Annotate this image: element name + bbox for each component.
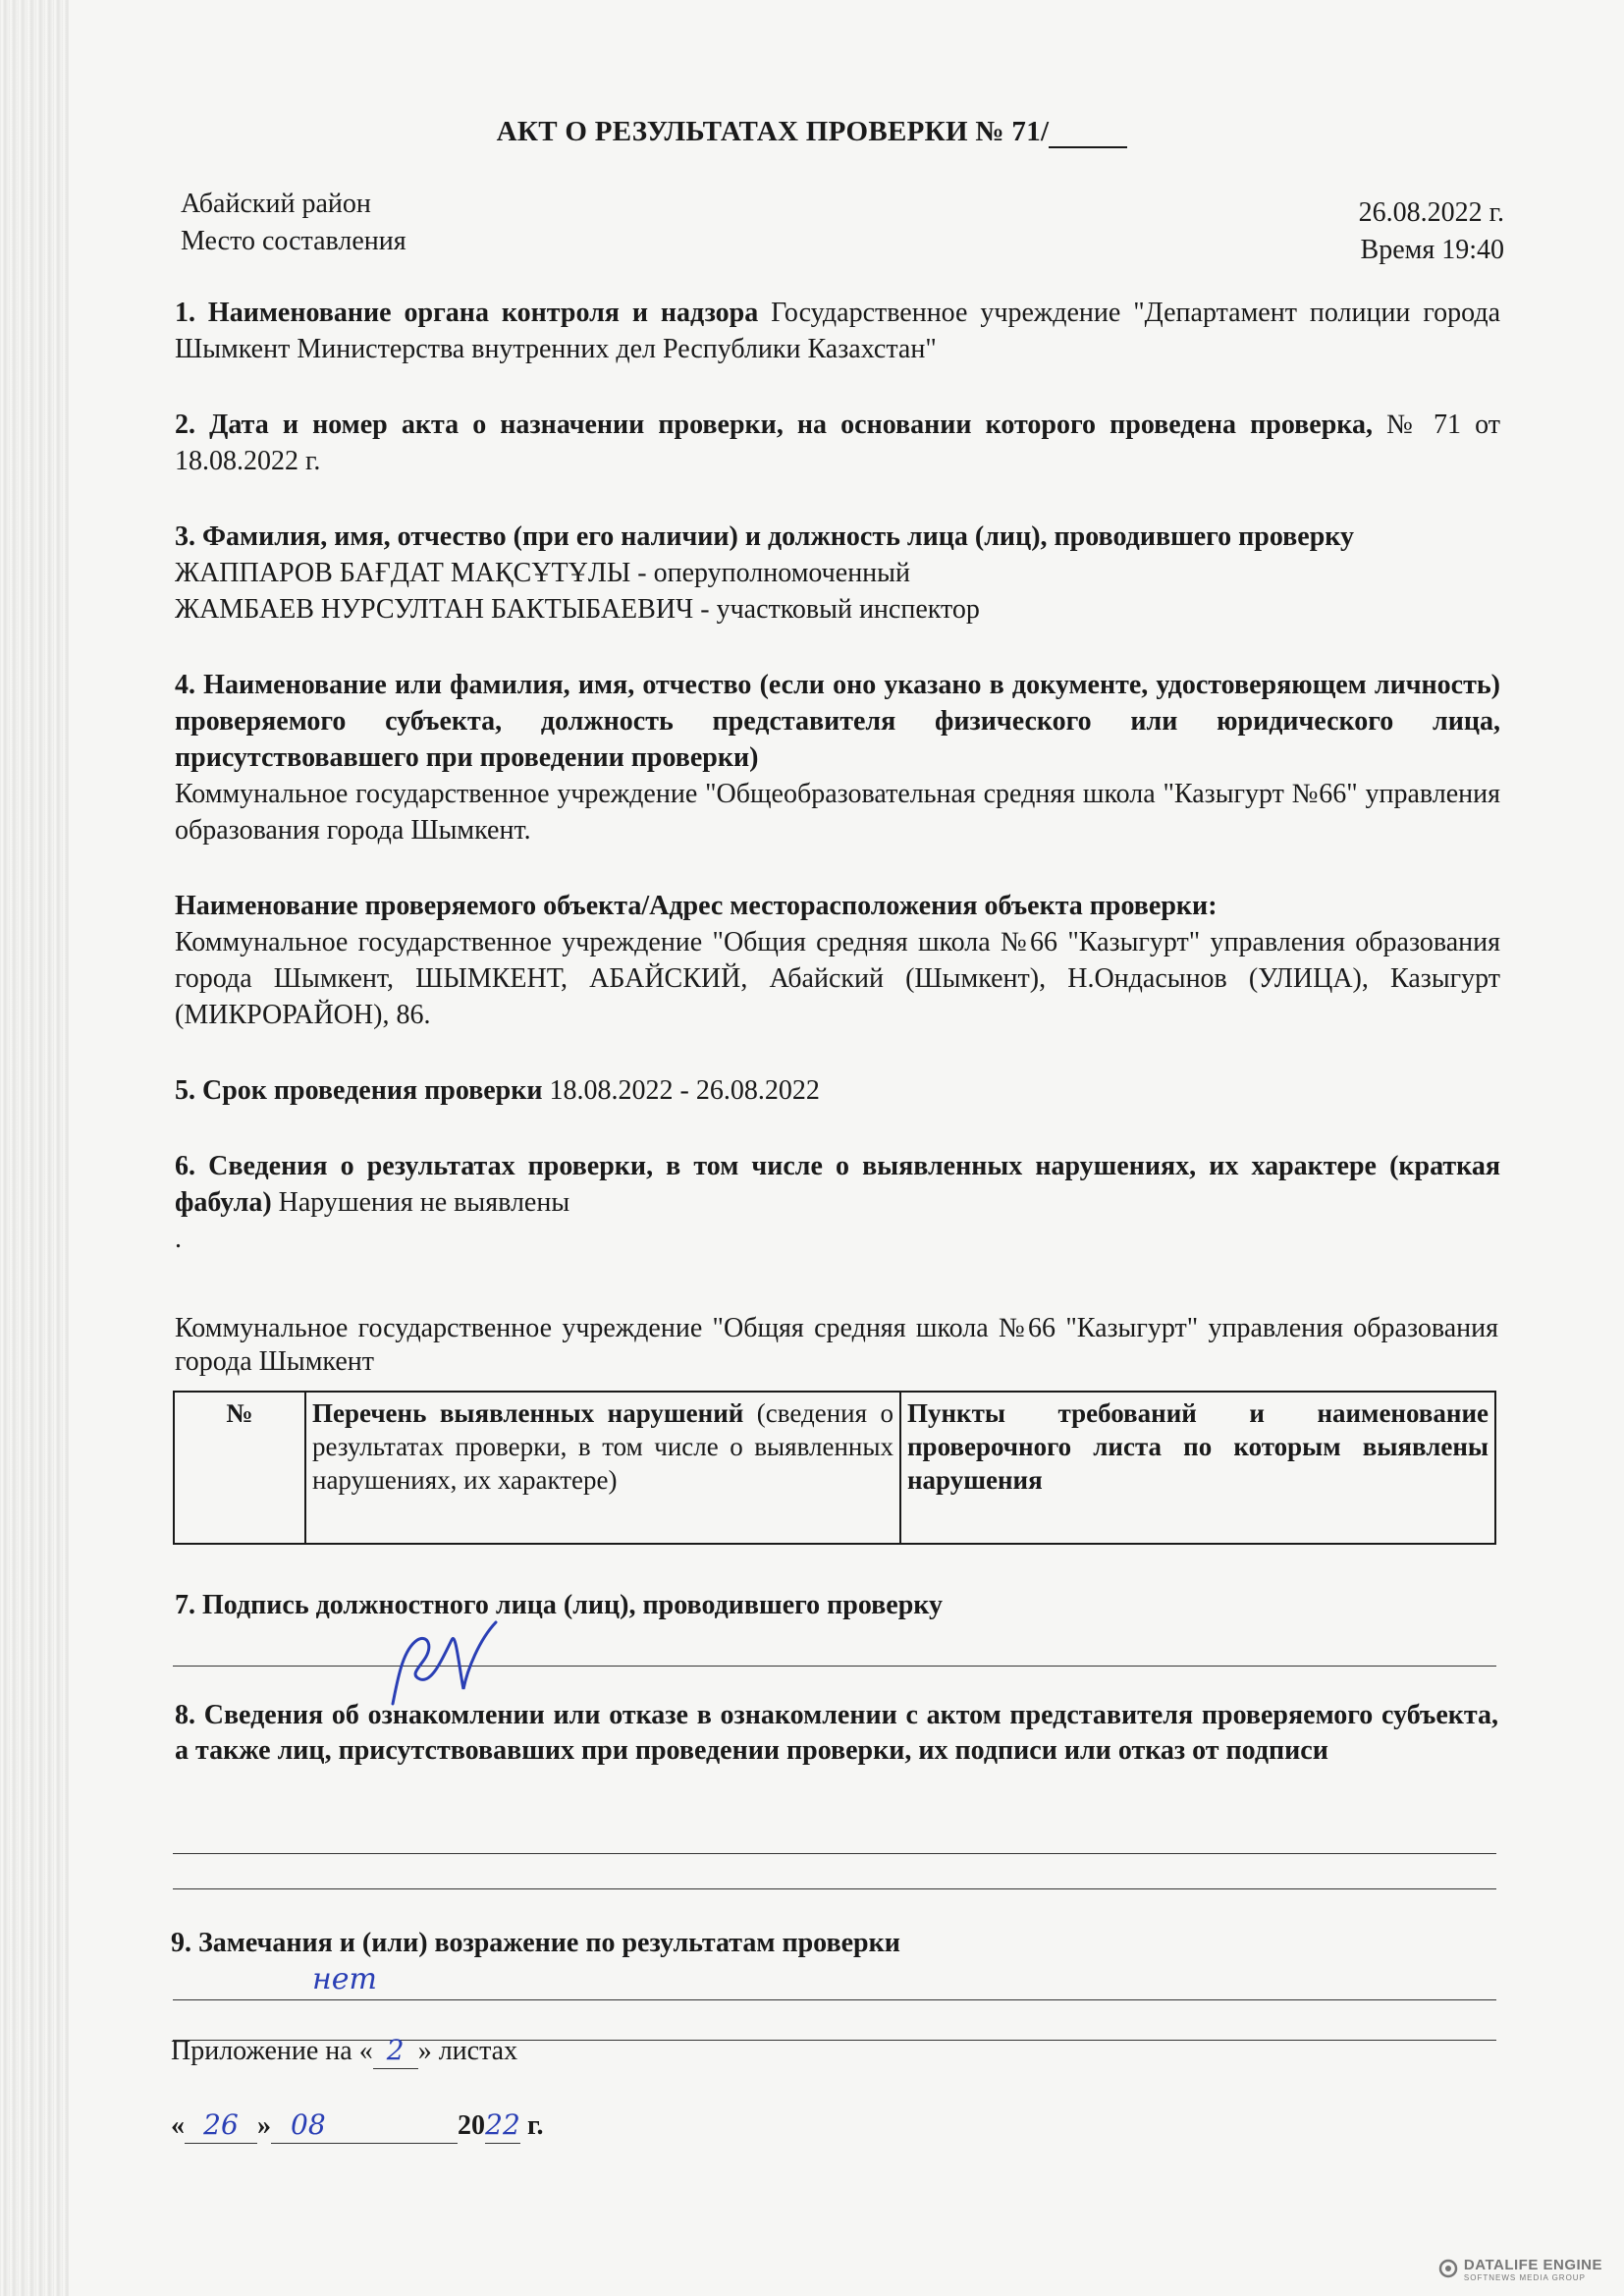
footer-date [171, 2107, 544, 2144]
watermark-name: DATALIFE ENGINE [1463, 2257, 1602, 2273]
section-1 [175, 295, 1500, 367]
remarks-line-1 [173, 1999, 1496, 2000]
col-violations-note: (сведения о результатах проверки, в том числе о выявленных нарушениях, их характере) [312, 1398, 894, 1495]
col-number: № [174, 1392, 305, 1544]
attachment-suffix: » листах [417, 2036, 518, 2066]
inspector-2: ЖАМБАЕВ НУРСУЛТАН БАКТЫБАЕВИЧ - участковый инспектор [175, 594, 980, 625]
section-9-label: 9. Замечания и (или) возражение по результатам проверки [171, 1928, 900, 1958]
section-4-value: Коммунальное государственное учреждение "Общеобразовательная средняя школа "Казыгурт №66" управления образования города Шымкент. [175, 779, 1500, 846]
title-text: АКТ О РЕЗУЛЬТАТАХ ПРОВЕРКИ № [496, 116, 1004, 147]
section-3 [175, 519, 1500, 628]
signature-line-8b [173, 1888, 1496, 1889]
section-6-value: Нарушения не выявлены [278, 1187, 570, 1218]
act-number: 71/ [1011, 116, 1050, 147]
scan-edge-artifact [0, 0, 69, 2296]
place-block [181, 186, 406, 260]
object-label: Наименование проверяемого объекта/Адрес месторасположения объекта проверки: [175, 891, 1218, 921]
object-value: Коммунальное государственное учреждение "Общия средняя школа №66 "Казыгурт" управления образования города Шымкент, ШЫМКЕНТ, АБАЙСКИЙ, Абайский (Шымкент), Н.Ондасынов (УЛИЦА), Казыгурт (МИКРОРАЙОН), 86. [175, 927, 1500, 1030]
signature-line-8a [173, 1853, 1496, 1854]
attachment-count: 2 [373, 2033, 418, 2069]
object-section [175, 888, 1500, 1033]
section-2-label: 2. Дата и номер акта о назначении проверки, на основании которого проведена проверка, [175, 410, 1373, 440]
table-caption: Коммунальное государственное учреждение "Общяя средняя школа №66 "Казыгурт" управления образования города Шымкент [175, 1313, 1498, 1377]
section-7-label: 7. Подпись должностного лица (лиц), проводившего проверку [175, 1590, 944, 1620]
section-5 [175, 1072, 1500, 1109]
act-date: 26.08.2022 г. [1358, 197, 1504, 228]
section-2 [175, 407, 1500, 479]
section-1-value: Государственное учреждение "Департамент полиции города Шымкент Министерства внутренних дел Республики Казахстан" [175, 298, 1500, 364]
violations-table [173, 1391, 1496, 1545]
date-year-prefix: 20 [458, 2110, 485, 2141]
section-1-label: 1. Наименование органа контроля и надзора [175, 298, 759, 328]
col-violations [305, 1392, 900, 1544]
date-close-quote: » [257, 2110, 271, 2141]
inspector-1: ЖАППАРОВ БАҒДАТ МАҚСҰТҰЛЫ - оперуполномоченный [175, 558, 910, 588]
attachment-line [171, 2033, 517, 2069]
section-5-value: 18.08.2022 - 26.08.2022 [549, 1075, 820, 1106]
section-4-label: 4. Наименование или фамилия, имя, отчество (если оно указано в документе, удостоверяющем личность) проверяемого субъекта, должность представителя физического или юридического лица, присутствовавшего при проведении проверки) [175, 670, 1500, 773]
attachment-prefix: Приложение на « [171, 2036, 373, 2066]
watermark-sub: SOFTNEWS MEDIA GROUP [1463, 2273, 1586, 2282]
act-number-blank [1049, 121, 1127, 148]
signature-line-7 [173, 1666, 1496, 1667]
date-open-quote: « [171, 2110, 185, 2141]
place-label: Место составления [181, 226, 406, 256]
act-time: Время 19:40 [1360, 235, 1504, 265]
section-6 [175, 1148, 1500, 1257]
col-requirements: Пункты требований и наименование проверочного листа по которым выявлены нарушения [900, 1392, 1495, 1544]
section-5-label: 5. Срок проведения проверки [175, 1075, 543, 1106]
datetime-block [1359, 194, 1504, 269]
section-3-label: 3. Фамилия, имя, отчество (при его наличии) и должность лица (лиц), проводившего проверку [175, 521, 1355, 552]
date-year: 22 [485, 2107, 520, 2144]
act-body [175, 295, 1500, 1257]
date-suffix: г. [527, 2110, 544, 2141]
table-header-row [174, 1392, 1495, 1544]
watermark [1438, 2257, 1602, 2282]
section-2-value: № 71 от 18.08.2022 г. [175, 410, 1500, 476]
section-6-label: 6. Сведения о результатах проверки, в том числе о выявленных нарушениях, их характере (краткая фабула) [175, 1151, 1500, 1218]
col-violations-title: Перечень выявленных нарушений [312, 1398, 744, 1428]
document-title [0, 116, 1624, 148]
section-8-label: 8. Сведения об ознакомлении или отказе в ознакомлении с актом представителя проверяемого субъекта, а также лиц, присутствовавших при проведении проверки, их подписи или отказ от подписи [175, 1700, 1498, 1766]
datalife-logo-icon [1438, 2259, 1458, 2278]
section-4 [175, 667, 1500, 848]
date-month: 08 [271, 2107, 458, 2144]
remarks-handwritten: нет [312, 1962, 377, 1996]
section-6-dot: . [175, 1224, 182, 1254]
date-day: 26 [185, 2107, 257, 2144]
district: Абайский район [181, 189, 371, 219]
